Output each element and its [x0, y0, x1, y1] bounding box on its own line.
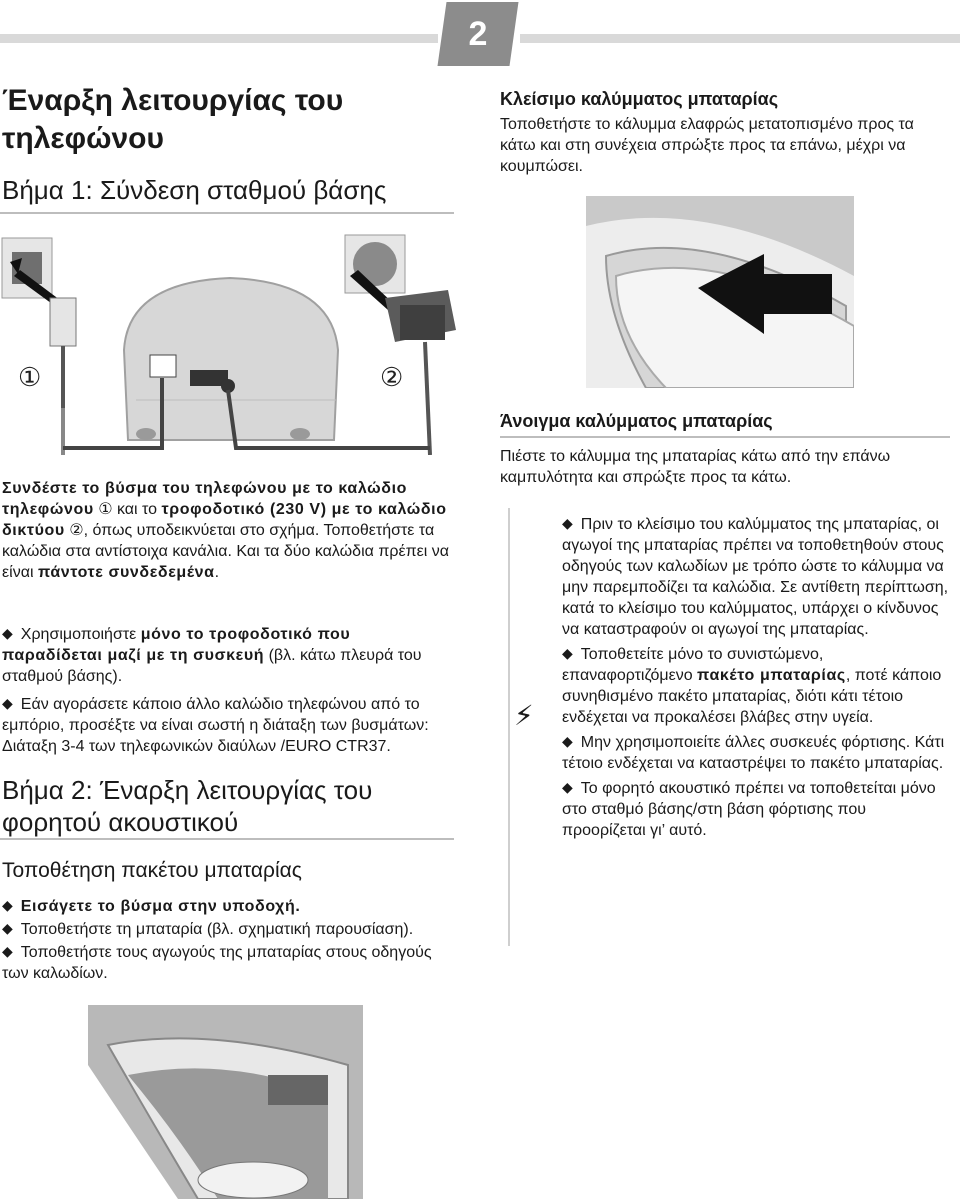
bullet-power-supply	[2, 624, 454, 687]
step2-heading: Βήμα 2: Έναρξη λειτουργίας του φορητού ακουστικού	[2, 775, 373, 837]
list-item	[562, 732, 952, 774]
divider	[0, 212, 454, 214]
text-strong: πακέτο μπαταρίας	[697, 667, 846, 684]
list-item	[2, 896, 454, 917]
close-cover-text: Τοποθετήστε το κάλυμμα ελαφρώς μετατοπισμένο προς τα κάτω και στη συνέχεια σπρώξτε προς τα επάνω, μέχρι να κουμπώσει.	[500, 116, 914, 175]
text: Μην χρησιμοποιείτε άλλες συσκευές φόρτισης. Κάτι τέτοιο ενδέχεται να καταστρέψει το πακέτο μπαταρίας.	[562, 734, 945, 772]
connection-instructions	[2, 478, 454, 583]
text: Χρησιμοποιήστε	[20, 626, 141, 643]
list-item	[562, 514, 952, 640]
text-strong: τροφοδοτικό (230 V) με το καλώδιο δικτύου	[2, 501, 447, 539]
text: Πριν το κλείσιμο του καλύμματος της μπαταρίας, οι αγωγοί της μπαταρίας πρέπει να τοποθετηθούν στους οδηγούς των καλωδίων με τρόπο ώστε το κάλυμμα να μην παρεμποδίζει τα καλώδια. Σε αντίθετη περίπτωση, κατά το κλείσιμο του καλύμματος, υπάρχει ο κίνδυνος να καταστραφούν οι αγωγοί της μπαταρίας.	[562, 516, 949, 638]
battery-bullet-list	[2, 896, 454, 984]
close-cover-heading: Κλείσιμο καλύμματος μπαταρίας	[500, 89, 779, 109]
text: , ποτέ κάποιο συνηθισμένο πακέτο μπαταρίας, διότι κάτι τέτοιο ενδέχεται να προκαλέσει βλάβες στην υγεία.	[562, 667, 942, 726]
text: Τοποθετήστε τους αγωγούς της μπαταρίας στους οδηγούς των καλωδίων.	[2, 944, 432, 982]
text-strong: πάντοτε συνδεδεμένα	[37, 564, 215, 581]
text: .	[214, 564, 220, 581]
diamond-bullet-icon: ◆	[2, 625, 13, 641]
page-title: Έναρξη λειτουργίας του τηλεφώνου	[2, 84, 344, 155]
text: (βλ. κάτω πλευρά του σταθμού βάσης).	[2, 647, 422, 685]
diamond-bullet-icon: ◆	[562, 779, 573, 795]
warning-border	[508, 508, 510, 946]
diamond-bullet-icon: ◆	[2, 695, 13, 711]
open-cover-heading: Άνοιγμα καλύμματος μπαταρίας	[500, 411, 773, 431]
text: Τοποθετήστε τη μπαταρία (βλ. σχηματική παρουσίαση).	[20, 921, 414, 938]
battery-insert-illustration	[88, 1005, 363, 1199]
divider	[500, 436, 950, 438]
list-item	[562, 778, 952, 841]
step1-heading: Βήμα 1: Σύνδεση σταθμού βάσης	[2, 175, 387, 205]
bullet-cable-pinout	[2, 694, 454, 757]
list-item	[2, 919, 454, 940]
text-strong: Εισάγετε το βύσμα στην υποδοχή.	[20, 898, 301, 915]
diamond-bullet-icon: ◆	[2, 943, 13, 959]
figure-label-1: ①	[18, 362, 42, 392]
open-cover-text: Πιέστε το κάλυμμα της μπαταρίας κάτω από την επάνω καμπυλότητα και σπρώξτε προς τα κάτω.	[500, 448, 891, 486]
diamond-bullet-icon: ◆	[562, 733, 573, 749]
page-number: 2	[468, 15, 488, 53]
warning-list	[562, 514, 952, 841]
text-strong: μόνο το τροφοδοτικό που παραδίδεται μαζί με τη συσκευή	[2, 626, 351, 664]
base-station-illustration	[0, 230, 460, 455]
text: ②, όπως υποδεικνύεται στο σχήμα. Τοποθετήστε τα καλώδια στα αντίστοιχα κανάλια. Και τα δύο καλώδια πρέπει να είναι	[2, 522, 450, 581]
text: Τοποθετείτε μόνο το συνιστώμενο, επαναφορτιζόμενο	[562, 646, 824, 684]
battery-cover-illustration	[586, 196, 854, 388]
text-strong: Συνδέστε το βύσμα του τηλεφώνου με το καλώδιο τηλεφώνου	[2, 480, 407, 518]
list-item	[562, 644, 952, 728]
text: Εάν αγοράσετε κάποιο άλλο καλώδιο τηλεφώνου από το εμπόριο, προσέξτε να είναι σωστή η διάταξη των βυσμάτων: Διάταξη 3-4 των τηλεφωνικών διαύλων /EURO CTR37.	[2, 696, 429, 755]
list-item	[2, 942, 454, 984]
header-bar-right	[520, 34, 960, 43]
figure-label-2: ②	[380, 362, 404, 392]
diamond-bullet-icon: ◆	[2, 920, 13, 936]
lightning-warning-icon: ⚡	[514, 700, 534, 731]
diamond-bullet-icon: ◆	[562, 515, 573, 531]
battery-heading: Τοποθέτηση πακέτου μπαταρίας	[2, 859, 302, 882]
divider	[0, 838, 454, 840]
header-bar-left	[0, 34, 438, 43]
diamond-bullet-icon: ◆	[562, 645, 573, 661]
text: ① και το	[93, 501, 162, 518]
text: Το φορητό ακουστικό πρέπει να τοποθετείται μόνο στο σταθμό βάσης/στη βάση φόρτισης που προορίζεται γι’ αυτό.	[562, 780, 936, 839]
diamond-bullet-icon: ◆	[2, 897, 13, 913]
